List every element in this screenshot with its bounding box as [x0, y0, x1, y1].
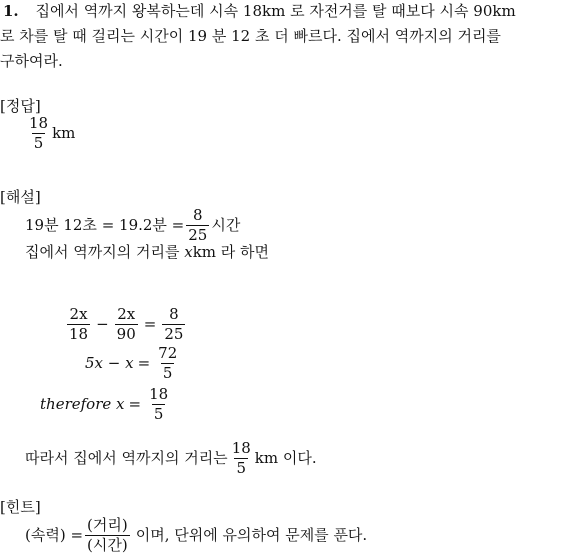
conclusion-fraction [230, 441, 253, 476]
eq2-right-den: 5 [162, 364, 173, 382]
solution-line-2 [25, 245, 269, 260]
hint-speed: (속력) = [25, 526, 84, 544]
eq1-frac-2-num: 2x [117, 305, 136, 323]
equation-1 [65, 307, 187, 342]
eq3-left: therefore x [40, 395, 125, 413]
time-numerator: 8 [193, 206, 203, 224]
conclusion-suffix: km 이다. [254, 449, 317, 467]
time-fraction [186, 208, 209, 243]
hint-header: [힌트] [0, 498, 41, 516]
problem-line-1: 집에서 역까지 왕복하는데 시속 18km 로 자전거를 탈 때보다 시속 90km [35, 2, 516, 20]
hint-fraction [85, 518, 130, 553]
distance-suffix: km 라 하면 [192, 243, 270, 261]
eq2-frac-right [156, 346, 179, 381]
solution-line-1 [25, 208, 240, 243]
problem-line-2: 로 차를 탈 때 걸리는 시간이 19 분 12 초 더 빠르다. 집에서 역까지의 거리를 [0, 27, 501, 45]
eq1-minus: − [96, 315, 109, 333]
answer-numerator: 18 [29, 114, 49, 132]
hint-distance: (거리) [87, 516, 128, 534]
eq1-frac-right [162, 307, 185, 342]
answer-denominator: 5 [33, 134, 44, 152]
eq3-equals: = [128, 395, 142, 413]
eq2-right-num: 72 [158, 344, 178, 362]
answer-header: [정답] [0, 97, 41, 115]
conclusion-numerator: 18 [231, 439, 251, 457]
hint-formula [25, 518, 367, 553]
conclusion-denominator: 5 [236, 459, 246, 477]
eq1-frac-1-num: 2x [69, 305, 88, 323]
solution-conclusion [25, 441, 317, 476]
eq3-frac-right [147, 387, 170, 422]
hint-time: (시간) [87, 536, 128, 554]
eq1-frac-2 [115, 307, 138, 342]
answer-unit: km [52, 124, 76, 142]
problem-statement [3, 4, 516, 19]
hint-text: 이며, 단위에 유의하여 문제를 푼다. [135, 526, 368, 544]
problem-line-3: 구하여라. [0, 52, 63, 70]
distance-variable: x [184, 243, 193, 261]
eq1-right-den: 25 [164, 325, 184, 343]
eq1-equals: = [143, 315, 157, 333]
distance-text: 집에서 역까지의 거리를 [25, 243, 180, 261]
problem-number: 1. [3, 2, 19, 20]
time-conversion-text: 19분 12초 = 19.2분 = [25, 216, 185, 234]
time-denominator: 25 [188, 226, 208, 244]
solution-header: [해설] [0, 188, 41, 206]
eq3-right-den: 5 [153, 405, 164, 423]
equation-2 [85, 346, 181, 381]
time-unit: 시간 [211, 216, 241, 234]
eq1-frac-2-den: 90 [116, 325, 136, 343]
answer-fraction [27, 116, 50, 151]
eq2-left: 5x − x [85, 354, 134, 372]
eq3-right-num: 18 [149, 385, 169, 403]
equation-3 [40, 387, 172, 422]
answer-value [25, 116, 75, 151]
eq1-frac-1-den: 18 [69, 325, 89, 343]
eq1-frac-1 [67, 307, 90, 342]
eq2-equals: = [137, 354, 151, 372]
eq1-right-num: 8 [169, 305, 179, 323]
conclusion-text: 따라서 집에서 역까지의 거리는 [25, 449, 228, 467]
